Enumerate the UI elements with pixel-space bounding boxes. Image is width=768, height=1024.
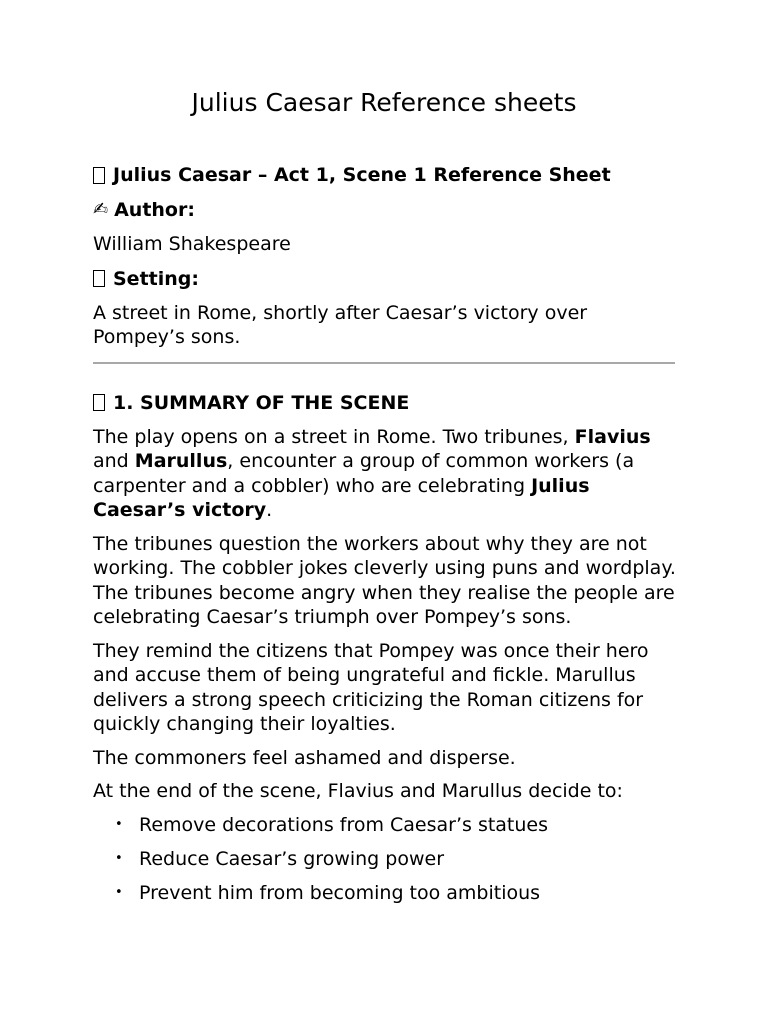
list-item-text: Prevent him from becoming too ambitious: [139, 881, 541, 904]
decision-list: [93, 813, 683, 905]
document-title: Julius Caesar Reference sheets: [191, 88, 577, 117]
author-heading: [93, 197, 683, 223]
summary-paragraph-3: They remind the citizens that Pompey was once their hero and accuse them of being ungrateful and fickle. Marullus delivers a strong speech criticizing the Roman citizens for quickly changing their loyalties.: [93, 639, 649, 735]
missing-glyph-icon: [93, 270, 105, 287]
list-item: [93, 847, 683, 871]
summary-paragraph-2: The tribunes question the workers about why they are not working. The cobbler jokes cleverly using puns and wordplay. The tribunes become angry when they realise the people are celebrating Caesar’s triumph over Pompey’s sons.: [93, 532, 676, 628]
horizontal-divider: [93, 362, 675, 364]
writing-hand-icon: ✍: [93, 199, 109, 220]
summary-heading-text: 1. SUMMARY OF THE SCENE: [113, 391, 410, 414]
para1-text-3: , encounter a group of common workers (a carpenter and a cobbler) who are celebrating: [93, 450, 635, 497]
para1-bold-marullus: Marullus: [134, 450, 228, 472]
setting-heading: [93, 266, 683, 292]
setting-heading-text: Setting:: [113, 267, 199, 290]
para1-text-1: The play opens on a street in Rome. Two tribunes,: [93, 425, 575, 448]
bullet-icon: •: [115, 816, 123, 832]
list-item: [93, 881, 683, 905]
summary-heading: [93, 390, 683, 416]
para1-text-2: and: [93, 450, 135, 472]
missing-glyph-icon: [93, 394, 105, 411]
missing-glyph-icon: [93, 167, 105, 184]
list-item: [93, 813, 683, 837]
summary-paragraph-5: At the end of the scene, Flavius and Marullus decide to:: [93, 780, 623, 802]
para1-bold-victory: Julius Caesar’s victory: [93, 474, 590, 521]
para1-bold-flavius: Flavius: [574, 425, 651, 448]
bullet-icon: •: [115, 884, 123, 900]
sheet-heading-text: Julius Caesar – Act 1, Scene 1 Reference Sheet: [113, 164, 611, 186]
sheet-heading: [93, 162, 683, 188]
author-name: William Shakespeare: [93, 233, 291, 255]
summary-paragraph-1: [93, 425, 683, 523]
summary-paragraph-4: The commoners feel ashamed and disperse.: [93, 746, 516, 769]
list-item-text: Reduce Caesar’s growing power: [139, 847, 445, 870]
para1-text-4: .: [266, 499, 273, 521]
list-item-text: Remove decorations from Caesar’s statues: [139, 813, 549, 836]
bullet-icon: •: [115, 850, 123, 866]
setting-text: A street in Rome, shortly after Caesar’s victory over Pompey’s sons.: [93, 301, 588, 348]
document-body: [93, 162, 683, 915]
author-heading-text: Author:: [114, 199, 195, 221]
